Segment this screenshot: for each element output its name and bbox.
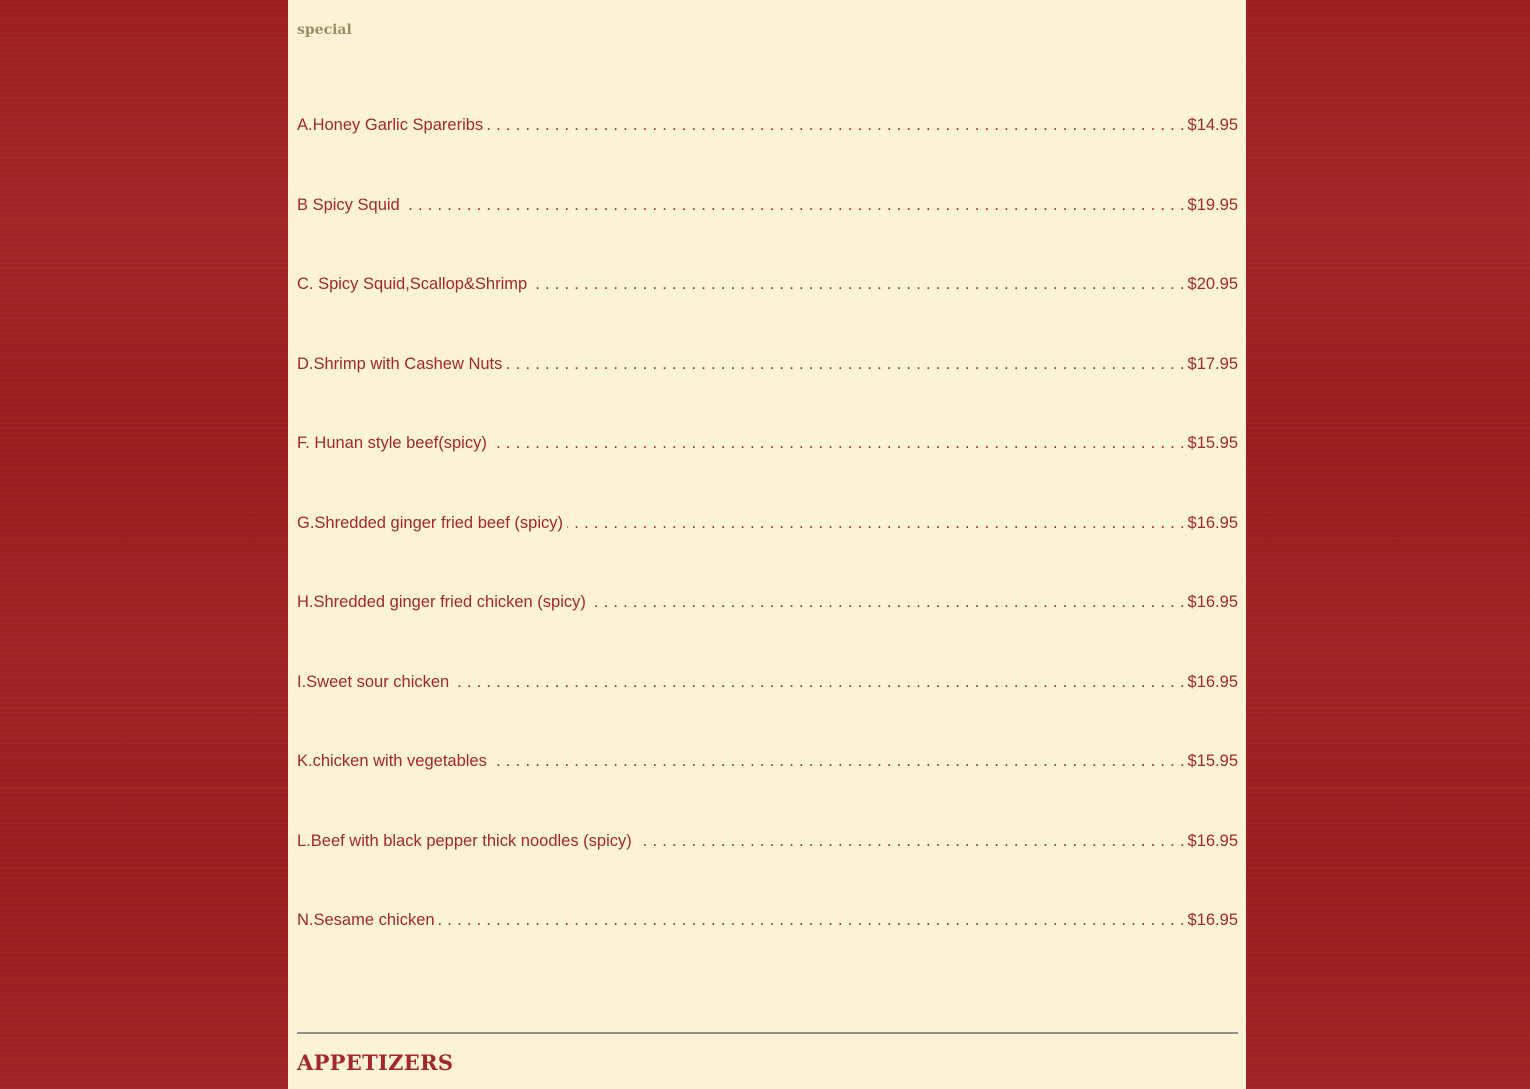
menu-item[interactable] [297, 746, 1238, 826]
menu-item-price: $15.95 [1187, 434, 1238, 452]
menu-item[interactable] [297, 269, 1238, 349]
section-heading-appetizers: APPETIZERS [297, 1050, 454, 1075]
menu-item-name: H.Shredded ginger fried chicken (spicy) [297, 593, 586, 611]
menu-item[interactable] [297, 349, 1238, 429]
menu-item-price: $20.95 [1187, 275, 1238, 293]
menu-item-price: $15.95 [1187, 752, 1238, 770]
dot-leader [531, 269, 1184, 299]
dot-leader [491, 428, 1185, 458]
menu-item-name: C. Spicy Squid,Scallop&Shrimp [297, 275, 528, 293]
menu-item[interactable] [297, 587, 1238, 667]
menu-item-name: F. Hunan style beef(spicy) [297, 434, 487, 452]
menu-item-name: B Spicy Squid [297, 195, 400, 214]
menu-item-name: G.Shredded ginger fried beef (spicy) [297, 513, 563, 532]
section-label: special [297, 22, 352, 38]
menu-item-price: $17.95 [1187, 354, 1238, 373]
dot-leader [439, 905, 1185, 935]
menu-item-price: $14.95 [1187, 116, 1238, 134]
dot-leader [567, 508, 1185, 538]
menu-item-price: $19.95 [1187, 195, 1238, 214]
menu-item-price: $16.95 [1187, 672, 1238, 691]
menu-item[interactable] [297, 190, 1238, 270]
dot-leader [636, 826, 1185, 856]
dot-leader [506, 349, 1184, 379]
dot-leader [487, 110, 1184, 140]
menu-item[interactable] [297, 905, 1238, 985]
menu-item-name: D.Shrimp with Cashew Nuts [297, 354, 503, 373]
menu-item[interactable] [297, 667, 1238, 747]
section-divider [297, 1032, 1238, 1034]
dot-leader [404, 190, 1185, 220]
dot-leader [590, 587, 1185, 617]
menu-item[interactable] [297, 428, 1238, 508]
menu-item[interactable] [297, 110, 1238, 190]
dot-leader [491, 746, 1185, 776]
menu-item-name: K.chicken with vegetables [297, 752, 487, 770]
menu-item-name: N.Sesame chicken [297, 911, 435, 929]
menu-item[interactable] [297, 826, 1238, 906]
menu-item-name: A.Honey Garlic Spareribs [297, 116, 484, 134]
menu-list [297, 110, 1238, 985]
menu-item-price: $16.95 [1187, 513, 1238, 532]
menu-item-name: L.Beef with black pepper thick noodles (spicy) [297, 831, 632, 850]
menu-panel [288, 0, 1246, 1089]
menu-item-price: $16.95 [1187, 831, 1238, 850]
menu-item-price: $16.95 [1187, 593, 1238, 611]
dot-leader [453, 667, 1184, 697]
menu-item-price: $16.95 [1187, 911, 1238, 929]
menu-item[interactable] [297, 508, 1238, 588]
menu-item-name: I.Sweet sour chicken [297, 672, 450, 691]
